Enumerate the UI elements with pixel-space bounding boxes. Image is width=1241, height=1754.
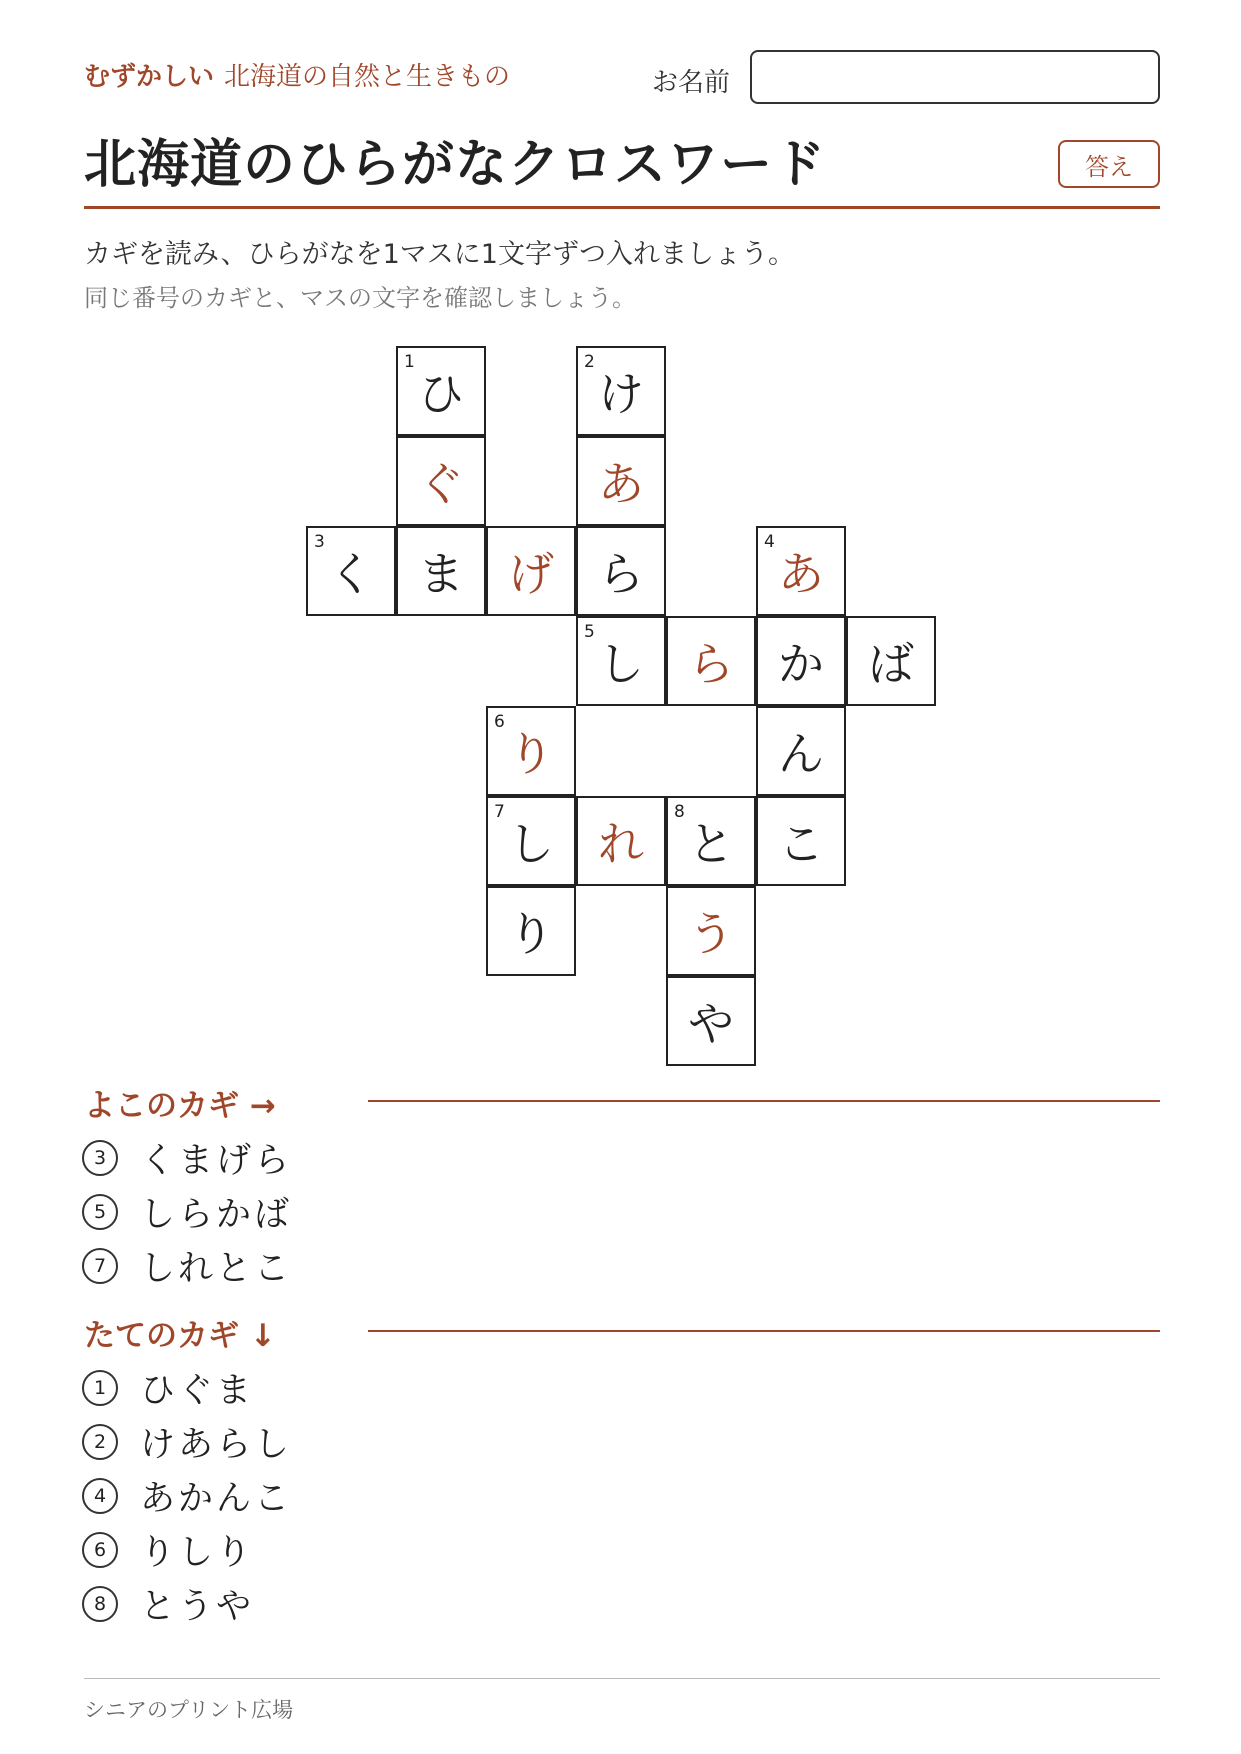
- answer-button[interactable]: 答え: [1058, 140, 1160, 188]
- crossword-cell[interactable]: [396, 436, 486, 526]
- instruction-secondary: 同じ番号のカギと、マスの文字を確認しましょう。: [84, 284, 636, 312]
- crossword-cell[interactable]: [756, 526, 846, 616]
- crossword-cell[interactable]: [846, 616, 936, 706]
- cell-number: 5: [584, 622, 595, 642]
- crossword-cell[interactable]: [396, 526, 486, 616]
- crossword-cell[interactable]: [486, 706, 576, 796]
- cell-letter: あ: [778, 547, 824, 601]
- cell-letter: か: [778, 637, 824, 691]
- clue-number-badge: 3: [82, 1140, 118, 1176]
- crossword-cell[interactable]: [486, 526, 576, 616]
- crossword-cell[interactable]: [576, 796, 666, 886]
- cell-letter: げ: [508, 547, 554, 601]
- cell-letter: ぐ: [418, 457, 464, 511]
- cell-letter: や: [688, 997, 734, 1051]
- cell-letter: う: [688, 907, 734, 961]
- page-title: 北海道のひらがなクロスワード: [84, 135, 827, 195]
- crossword-cell[interactable]: [756, 616, 846, 706]
- crossword-cell[interactable]: [576, 346, 666, 436]
- cell-letter: ひ: [418, 367, 464, 421]
- footer-credit: シニアのプリント広場: [84, 1698, 294, 1722]
- clue-item: [82, 1420, 292, 1464]
- instruction-primary: カギを読み、ひらがなを1マスに1文字ずつ入れましょう。: [84, 239, 795, 270]
- crossword-cell[interactable]: [576, 616, 666, 706]
- crossword-cell[interactable]: [486, 796, 576, 886]
- crossword-cell[interactable]: [486, 886, 576, 976]
- clue-item: [82, 1136, 292, 1180]
- cell-number: 2: [584, 352, 595, 372]
- clue-text: くまげら: [140, 1141, 293, 1181]
- cell-letter: り: [508, 907, 554, 961]
- clue-item: [82, 1244, 292, 1288]
- clue-number-badge: 2: [82, 1424, 118, 1460]
- across-clues-title: よこのカギ →: [84, 1088, 276, 1124]
- name-label: お名前: [652, 68, 731, 98]
- cell-letter: ら: [598, 547, 644, 601]
- crossword-cell[interactable]: [306, 526, 396, 616]
- cell-letter: し: [508, 817, 554, 871]
- clue-item: [82, 1474, 292, 1518]
- cell-number: 8: [674, 802, 685, 822]
- crossword-cell[interactable]: [756, 796, 846, 886]
- difficulty-label: むずかしい: [84, 62, 215, 92]
- cell-letter: あ: [598, 457, 644, 511]
- cell-letter: こ: [778, 817, 824, 871]
- cell-letter: ん: [778, 727, 824, 781]
- footer-divider: [84, 1678, 1160, 1679]
- cell-number: 3: [314, 532, 325, 552]
- cell-letter: れ: [598, 817, 644, 871]
- cell-number: 4: [764, 532, 775, 552]
- clue-number-badge: 8: [82, 1586, 118, 1622]
- crossword-cell[interactable]: [756, 706, 846, 796]
- clue-text: りしり: [140, 1533, 255, 1573]
- crossword-cell[interactable]: [576, 436, 666, 526]
- cell-number: 1: [404, 352, 415, 372]
- cell-number: 6: [494, 712, 505, 732]
- clue-item: [82, 1582, 254, 1626]
- clue-number-badge: 6: [82, 1532, 118, 1568]
- cell-letter: ば: [868, 637, 914, 691]
- worksheet-subtitle: [84, 56, 510, 93]
- title-divider: [84, 206, 1160, 209]
- name-field[interactable]: [750, 50, 1160, 104]
- crossword-cell[interactable]: [666, 976, 756, 1066]
- cell-letter: ら: [688, 637, 734, 691]
- crossword-cell[interactable]: [576, 526, 666, 616]
- cell-letter: り: [508, 727, 554, 781]
- down-divider: [368, 1330, 1160, 1332]
- down-clues-title: たてのカギ ↓: [84, 1318, 276, 1354]
- crossword-cell[interactable]: [666, 796, 756, 886]
- cell-number: 7: [494, 802, 505, 822]
- clue-text: ひぐま: [140, 1371, 255, 1411]
- clue-number-badge: 7: [82, 1248, 118, 1284]
- clue-number-badge: 5: [82, 1194, 118, 1230]
- crossword-cell[interactable]: [396, 346, 486, 436]
- clue-text: あかんこ: [140, 1479, 293, 1519]
- cell-letter: し: [598, 637, 644, 691]
- clue-item: [82, 1528, 254, 1572]
- clue-text: しらかば: [140, 1195, 293, 1235]
- clue-number-badge: 1: [82, 1370, 118, 1406]
- across-divider: [368, 1100, 1160, 1102]
- cell-letter: け: [598, 367, 644, 421]
- cell-letter: く: [328, 547, 374, 601]
- clue-number-badge: 4: [82, 1478, 118, 1514]
- clue-item: [82, 1366, 254, 1410]
- crossword-cell[interactable]: [666, 616, 756, 706]
- crossword-cell[interactable]: [666, 886, 756, 976]
- clue-text: けあらし: [140, 1425, 293, 1465]
- theme-label: 北海道の自然と生きもの: [224, 62, 511, 92]
- cell-letter: ま: [418, 547, 464, 601]
- cell-letter: と: [688, 817, 734, 871]
- clue-text: しれとこ: [140, 1249, 293, 1289]
- clue-text: とうや: [140, 1587, 255, 1627]
- clue-item: [82, 1190, 292, 1234]
